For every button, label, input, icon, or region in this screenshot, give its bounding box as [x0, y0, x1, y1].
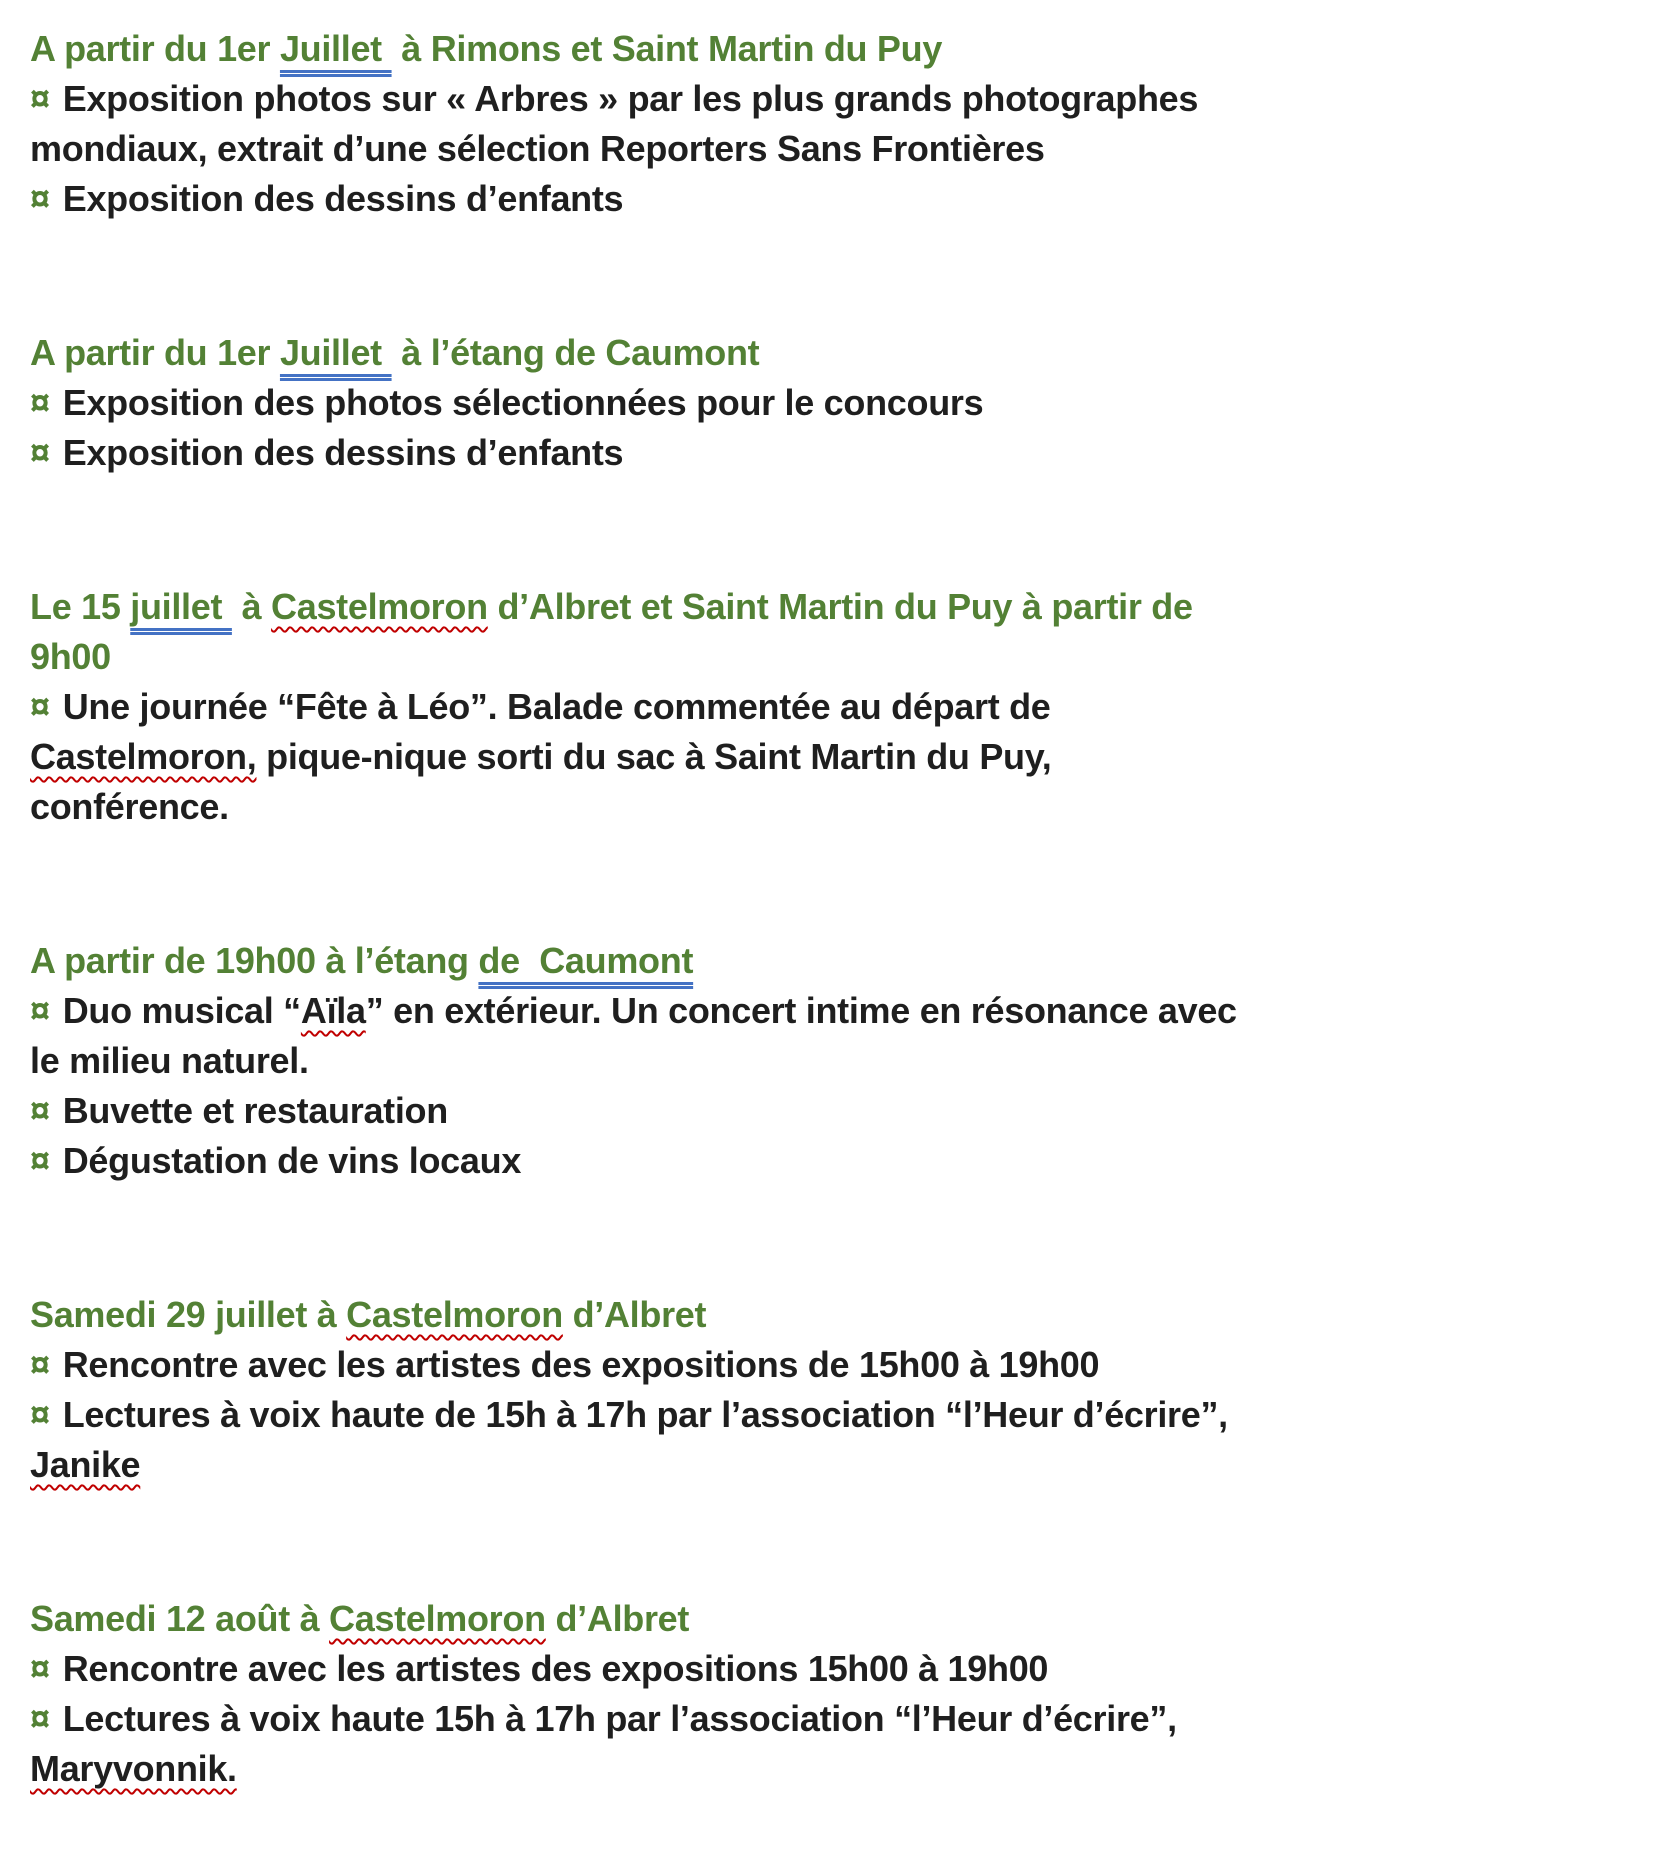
- body-text-segment: Exposition des dessins d’enfants: [62, 178, 624, 219]
- section-heading: [30, 1594, 1634, 1644]
- event-line: [30, 1036, 1634, 1086]
- heading-text-segment: d’Albret: [545, 1598, 690, 1639]
- event-line: [30, 1390, 1634, 1440]
- bullet-icon: ¤: [30, 990, 50, 1031]
- misspelled-word: Maryvonnik.: [30, 1748, 237, 1789]
- event-line: [30, 378, 1634, 428]
- bullet-icon: ¤: [30, 1394, 50, 1435]
- body-text-segment: Exposition photos sur « Arbres » par les plus grands photographes: [62, 78, 1199, 119]
- body-text-segment: Lectures à voix haute 15h à 17h par l’association “l’Heur d’écrire”,: [62, 1698, 1177, 1739]
- event-line: [30, 782, 1634, 832]
- event-line: [30, 1086, 1634, 1136]
- heading-text-segment: à Rimons et Saint Martin du Puy: [391, 28, 943, 69]
- bullet-icon: ¤: [30, 432, 50, 473]
- event-line: [30, 124, 1634, 174]
- misspelled-word: Castelmoron: [346, 1294, 563, 1335]
- heading-text-segment: A partir de 19h00 à l’étang: [30, 940, 479, 981]
- bullet-icon: ¤: [30, 382, 50, 423]
- event-section: [30, 1290, 1634, 1490]
- body-text-segment: Dégustation de vins locaux: [62, 1140, 522, 1181]
- body-text-segment: Exposition des dessins d’enfants: [62, 432, 624, 473]
- section-heading: [30, 936, 1634, 986]
- event-line: [30, 428, 1634, 478]
- event-line: [30, 1644, 1634, 1694]
- section-heading: [30, 582, 1634, 632]
- misspelled-word: Castelmoron: [271, 586, 488, 627]
- body-text-segment: Lectures à voix haute de 15h à 17h par l’association “l’Heur d’écrire”,: [62, 1394, 1228, 1435]
- event-section: [30, 1594, 1634, 1794]
- body-text-segment: Exposition des photos sélectionnées pour le concours: [62, 382, 984, 423]
- bullet-icon: ¤: [30, 1648, 50, 1689]
- body-text-segment: Rencontre avec les artistes des expositions de 15h00 à 19h00: [62, 1344, 1100, 1385]
- grammar-flagged-text: juillet: [130, 586, 232, 627]
- event-section: [30, 24, 1634, 224]
- bullet-icon: ¤: [30, 1140, 50, 1181]
- event-line: [30, 174, 1634, 224]
- body-text-segment: mondiaux, extrait d’une sélection Reporters Sans Frontières: [30, 128, 1045, 169]
- event-line: [30, 1340, 1634, 1390]
- bullet-icon: ¤: [30, 78, 50, 119]
- body-text-segment: Une journée “Fête à Léo”. Balade commentée au départ de: [62, 686, 1051, 727]
- grammar-flagged-text: de Caumont: [478, 940, 694, 981]
- heading-text-segment: d’Albret et Saint Martin du Puy à partir de: [487, 586, 1193, 627]
- grammar-flagged-text: Juillet: [279, 28, 392, 69]
- section-heading: [30, 328, 1634, 378]
- event-line: [30, 1744, 1634, 1794]
- bullet-icon: ¤: [30, 1090, 50, 1131]
- body-text-segment: ” en extérieur. Un concert intime en résonance avec: [365, 990, 1237, 1031]
- heading-text-segment: à l’étang de Caumont: [391, 332, 760, 373]
- heading-text-segment: A partir du 1er: [30, 28, 280, 69]
- heading-text-segment: Le 15: [30, 586, 131, 627]
- misspelled-word: Castelmoron: [329, 1598, 546, 1639]
- event-line: [30, 1440, 1634, 1490]
- body-text-segment: conférence.: [30, 786, 229, 827]
- misspelled-word: Aïla: [300, 990, 366, 1031]
- event-line: [30, 1694, 1634, 1744]
- bullet-icon: ¤: [30, 686, 50, 727]
- event-line: [30, 986, 1634, 1036]
- event-section: [30, 328, 1634, 478]
- body-text-segment: Duo musical “: [62, 990, 301, 1031]
- section-heading: [30, 24, 1634, 74]
- grammar-flagged-text: Juillet: [279, 332, 392, 373]
- event-line: [30, 682, 1634, 732]
- heading-text-segment: à: [231, 586, 272, 627]
- heading-text-segment: 9h00: [30, 636, 111, 677]
- heading-text-segment: d’Albret: [562, 1294, 707, 1335]
- heading-text-segment: Samedi 29 juillet à: [30, 1294, 347, 1335]
- event-section: [30, 582, 1634, 832]
- body-text-segment: Rencontre avec les artistes des expositions 15h00 à 19h00: [62, 1648, 1049, 1689]
- bullet-icon: ¤: [30, 178, 50, 219]
- event-line: [30, 732, 1634, 782]
- section-heading: [30, 632, 1634, 682]
- section-heading: [30, 1290, 1634, 1340]
- misspelled-word: Janike: [30, 1444, 141, 1485]
- misspelled-word: Castelmoron,: [30, 736, 257, 777]
- event-line: [30, 74, 1634, 124]
- heading-text-segment: Samedi 12 août à: [30, 1598, 330, 1639]
- event-line: [30, 1136, 1634, 1186]
- body-text-segment: Buvette et restauration: [62, 1090, 448, 1131]
- body-text-segment: pique-nique sorti du sac à Saint Martin du Puy,: [256, 736, 1052, 777]
- event-section: [30, 936, 1634, 1186]
- heading-text-segment: A partir du 1er: [30, 332, 280, 373]
- bullet-icon: ¤: [30, 1344, 50, 1385]
- body-text-segment: le milieu naturel.: [30, 1040, 309, 1081]
- bullet-icon: ¤: [30, 1698, 50, 1739]
